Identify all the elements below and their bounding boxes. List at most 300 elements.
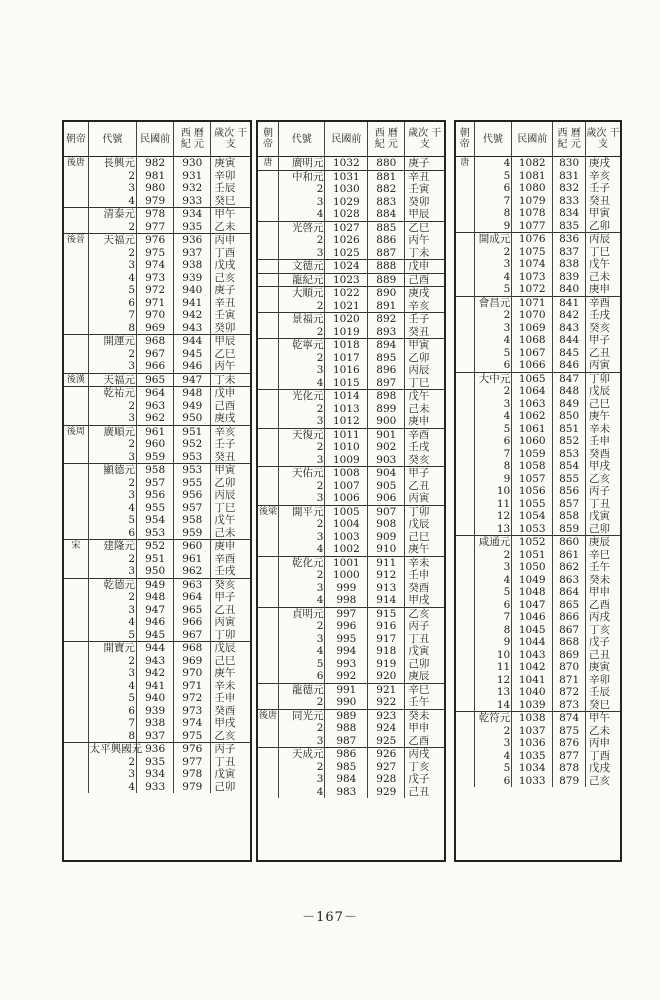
era-name-cell: 8 (88, 322, 136, 335)
dynasty-cell (64, 412, 88, 425)
header-minguo: 民國前 (137, 122, 174, 157)
dynasty-cell (456, 536, 474, 549)
table-row (64, 514, 250, 527)
western-year-cell: 851 (553, 423, 586, 436)
dynasty-cell (64, 360, 88, 373)
ganzhi-cell: 甲子 (589, 334, 611, 347)
ganzhi-cell: 癸巳 (214, 194, 236, 207)
table-row (258, 287, 444, 300)
dynasty-cell (258, 390, 278, 403)
dynasty-cell: 唐 (456, 157, 474, 170)
table-row (64, 756, 250, 769)
table-row (64, 182, 250, 195)
dynasty-cell (456, 473, 474, 486)
minguo-year-cell: 1022 (325, 287, 368, 300)
minguo-year-cell: 1006 (325, 492, 368, 505)
header-era-name: 代號 (88, 122, 136, 157)
ganzhi-cell: 乙丑 (214, 603, 236, 616)
era-name-cell: 3 (474, 561, 512, 574)
dynasty-cell (258, 339, 278, 352)
header-western-year: 西 曆 紀 元 (553, 122, 586, 157)
era-name-cell: 11 (474, 498, 512, 511)
table-row (64, 553, 250, 566)
minguo-year-cell: 953 (137, 527, 174, 540)
dynasty-cell (456, 661, 474, 674)
dynasty-cell (258, 208, 278, 221)
table-row (64, 272, 250, 285)
table-row (258, 221, 444, 234)
era-name-cell: 3 (88, 565, 136, 578)
table-row (64, 387, 250, 400)
ganzhi-cell: 甲申 (408, 722, 430, 735)
minguo-year-cell: 1050 (512, 561, 553, 574)
table-row (258, 454, 444, 467)
ganzhi-cell: 丙寅 (589, 359, 611, 372)
minguo-year-cell: 1026 (325, 234, 368, 247)
ganzhi-cell: 丙子 (408, 620, 430, 633)
table-row (64, 604, 250, 617)
dynasty-cell (456, 699, 474, 712)
era-name-cell: 天復元 (278, 428, 325, 441)
minguo-year-cell: 1039 (512, 699, 553, 712)
ganzhi-cell: 癸未 (589, 573, 611, 586)
dynasty-cell (64, 477, 88, 490)
ganzhi-cell: 己亥 (589, 774, 611, 787)
western-year-cell: 971 (174, 680, 211, 693)
era-name-cell: 天福元 (88, 234, 136, 247)
dynasty-cell (258, 556, 278, 569)
table-row (258, 326, 444, 339)
minguo-year-cell: 1020 (325, 313, 368, 326)
western-year-cell: 904 (368, 467, 405, 480)
ganzhi-cell: 壬申 (214, 692, 236, 705)
western-year-cell: 940 (174, 284, 211, 297)
table-row (258, 403, 444, 416)
ganzhi-cell: 丙子 (589, 485, 611, 498)
ganzhi-cell: 乙亥 (214, 729, 236, 742)
ganzhi-cell: 戊辰 (408, 518, 430, 531)
western-year-cell: 978 (174, 768, 211, 781)
table-row (258, 582, 444, 595)
table-row (64, 221, 250, 234)
table-row (64, 768, 250, 781)
ganzhi-cell: 壬申 (408, 569, 430, 582)
dynasty-cell (456, 233, 474, 246)
era-name-cell: 12 (474, 510, 512, 523)
table-row (258, 505, 444, 518)
western-year-cell: 883 (368, 196, 405, 209)
western-year-cell: 977 (174, 756, 211, 769)
dynasty-cell (456, 712, 474, 725)
western-year-cell: 952 (174, 438, 211, 451)
ganzhi-cell: 乙巳 (405, 221, 444, 234)
table-row (258, 773, 444, 786)
ganzhi-cell: 甲戌 (408, 594, 430, 607)
era-name-cell: 2 (278, 480, 325, 493)
dynasty-cell (456, 561, 474, 574)
era-name-cell: 2 (88, 553, 136, 566)
era-name-cell: 長興元 (88, 157, 136, 170)
table-row (258, 415, 444, 428)
ganzhi-cell: 庚子 (405, 157, 444, 171)
western-year-cell: 890 (368, 287, 405, 300)
table-row (258, 247, 444, 260)
western-year-cell: 911 (368, 556, 405, 569)
western-year-cell: 942 (174, 309, 211, 322)
minguo-year-cell: 1036 (512, 737, 553, 750)
western-year-cell: 979 (174, 781, 211, 794)
dynasty-cell (258, 183, 278, 196)
western-year-cell: 930 (174, 157, 211, 170)
dynasty-cell (258, 594, 278, 607)
table-row (64, 629, 250, 642)
table-row (456, 359, 620, 372)
dynasty-cell (456, 611, 474, 624)
table-row (456, 423, 620, 436)
dynasty-cell (258, 364, 278, 377)
ganzhi-cell: 庚午 (408, 543, 430, 556)
era-name-cell: 大順元 (278, 287, 325, 300)
dynasty-cell (456, 498, 474, 511)
minguo-year-cell: 984 (325, 773, 368, 786)
dynasty-cell (456, 372, 474, 385)
ganzhi-cell: 甲寅 (405, 339, 444, 352)
minguo-year-cell: 1012 (325, 415, 368, 428)
western-year-cell: 830 (553, 157, 586, 170)
dynasty-cell (64, 743, 88, 756)
era-name-cell: 天福元 (88, 373, 136, 387)
western-year-cell: 909 (368, 531, 405, 544)
era-name-cell: 4 (278, 786, 325, 799)
minguo-year-cell: 938 (137, 717, 174, 730)
table-row (456, 624, 620, 637)
ganzhi-cell: 丁酉 (214, 246, 236, 259)
dynasty-cell (258, 683, 278, 696)
minguo-year-cell: 993 (325, 658, 368, 671)
ganzhi-cell: 辛未 (405, 556, 444, 569)
ganzhi-cell: 壬辰 (589, 686, 611, 699)
table-row (456, 271, 620, 284)
minguo-year-cell: 1025 (325, 247, 368, 260)
table-row (64, 297, 250, 310)
era-name-cell: 4 (88, 502, 136, 515)
era-name-cell: 9 (474, 636, 512, 649)
dynasty-cell (456, 737, 474, 750)
era-name-cell: 天佑元 (278, 467, 325, 480)
minguo-year-cell: 1002 (325, 543, 368, 556)
table-row (456, 398, 620, 411)
ganzhi-cell: 甲寅 (211, 464, 250, 477)
table-header (456, 122, 620, 157)
western-year-cell: 836 (553, 233, 586, 246)
dynasty-cell (258, 415, 278, 428)
dynasty-cell: 後唐 (259, 710, 278, 721)
header-western-year: 西 曆 紀 元 (174, 122, 211, 157)
ganzhi-cell: 己巳 (589, 397, 611, 410)
era-name-cell: 大中元 (474, 372, 512, 385)
table-row (456, 435, 620, 448)
table-row (258, 786, 444, 799)
dynasty-cell (456, 195, 474, 208)
western-year-cell: 944 (174, 335, 211, 348)
ganzhi-cell: 壬午 (408, 696, 430, 709)
minguo-year-cell: 970 (137, 309, 174, 322)
era-name-cell: 3 (88, 667, 136, 680)
era-name-cell: 4 (474, 271, 512, 284)
ganzhi-cell: 丙辰 (408, 364, 430, 377)
western-year-cell: 975 (174, 730, 211, 743)
table-row (456, 636, 620, 649)
minguo-year-cell: 955 (137, 502, 174, 515)
dynasty-cell: 後唐 (64, 157, 88, 170)
dynasty-cell (258, 221, 278, 234)
table-row (64, 565, 250, 578)
dynasty-cell (456, 674, 474, 687)
minguo-year-cell: 1057 (512, 473, 553, 486)
western-year-cell: 949 (174, 400, 211, 413)
ganzhi-cell: 丁巳 (214, 501, 236, 514)
dynasty-cell (258, 234, 278, 247)
minguo-year-cell: 1008 (325, 467, 368, 480)
era-name-cell: 12 (474, 674, 512, 687)
ganzhi-cell: 己酉 (214, 399, 236, 412)
ganzhi-cell: 己巳 (214, 654, 236, 667)
table-row (456, 322, 620, 335)
western-year-cell: 913 (368, 582, 405, 595)
western-year-cell: 943 (174, 322, 211, 335)
minguo-year-cell: 1038 (512, 712, 553, 725)
western-year-cell: 963 (174, 578, 211, 591)
minguo-year-cell: 990 (325, 696, 368, 709)
minguo-year-cell: 951 (137, 553, 174, 566)
western-year-cell: 974 (174, 717, 211, 730)
header-western-year: 西 曆 紀 元 (368, 122, 405, 157)
ganzhi-cell: 戊辰 (211, 642, 250, 655)
western-year-cell: 834 (553, 207, 586, 220)
minguo-year-cell: 966 (137, 360, 174, 373)
minguo-year-cell: 945 (137, 629, 174, 642)
ganzhi-cell: 丙子 (211, 743, 250, 756)
minguo-year-cell: 960 (137, 438, 174, 451)
table-row (258, 480, 444, 493)
era-name-cell: 會昌元 (474, 296, 512, 309)
era-name-cell: 3 (278, 633, 325, 646)
ganzhi-cell: 庚申 (211, 540, 250, 553)
dynasty-cell (258, 670, 278, 683)
minguo-year-cell: 935 (137, 756, 174, 769)
dynasty-cell (64, 768, 88, 781)
dynasty-cell (64, 247, 88, 260)
table-row (64, 157, 250, 170)
dynasty-cell (64, 182, 88, 195)
era-name-cell: 顯德元 (88, 464, 136, 477)
dynasty-cell (64, 616, 88, 629)
dynasty-cell (456, 775, 474, 788)
era-name-cell: 7 (88, 717, 136, 730)
dynasty-cell: 後梁 (259, 506, 278, 517)
western-year-cell: 921 (368, 683, 405, 696)
dynasty-cell (456, 283, 474, 296)
minguo-year-cell: 1041 (512, 674, 553, 687)
minguo-year-cell: 1031 (325, 170, 368, 183)
era-name-cell: 4 (474, 750, 512, 763)
table-row (64, 527, 250, 540)
minguo-year-cell: 983 (325, 786, 368, 799)
western-year-cell: 843 (553, 322, 586, 335)
dynasty-cell (258, 543, 278, 556)
western-year-cell: 853 (553, 448, 586, 461)
western-year-cell: 955 (174, 477, 211, 490)
table-row (258, 658, 444, 671)
ganzhi-cell: 甲午 (211, 208, 250, 221)
table-row (258, 556, 444, 569)
western-year-cell: 887 (368, 247, 405, 260)
era-name-cell: 6 (88, 705, 136, 718)
era-name-cell: 5 (474, 347, 512, 360)
western-year-cell: 934 (174, 208, 211, 221)
western-year-cell: 859 (553, 523, 586, 536)
table-row (258, 377, 444, 390)
western-year-cell: 858 (553, 510, 586, 523)
minguo-year-cell: 948 (137, 591, 174, 604)
era-name-cell: 7 (474, 448, 512, 461)
ganzhi-cell: 癸丑 (589, 194, 611, 207)
western-year-cell: 933 (174, 195, 211, 208)
era-name-cell: 7 (474, 195, 512, 208)
table-row (258, 196, 444, 209)
western-year-cell: 948 (174, 387, 211, 400)
western-year-cell: 867 (553, 624, 586, 637)
table-row (258, 722, 444, 735)
western-year-cell: 865 (553, 599, 586, 612)
table-row (258, 735, 444, 748)
era-name-cell: 文德元 (278, 260, 325, 274)
era-name-cell: 2 (88, 438, 136, 451)
era-name-cell: 2 (278, 234, 325, 247)
minguo-year-cell: 1027 (325, 221, 368, 234)
table-row (258, 620, 444, 633)
minguo-year-cell: 958 (137, 464, 174, 477)
western-year-cell: 939 (174, 272, 211, 285)
table-row (64, 348, 250, 361)
ganzhi-cell: 甲子 (214, 591, 236, 604)
era-name-cell: 光啓元 (278, 221, 325, 234)
ganzhi-cell: 辛酉 (405, 428, 444, 441)
dynasty-cell (258, 313, 278, 326)
minguo-year-cell: 934 (137, 768, 174, 781)
header-emperor: 朝帝 (64, 122, 88, 157)
table-row (456, 523, 620, 536)
table-row (456, 385, 620, 398)
minguo-year-cell: 939 (137, 705, 174, 718)
western-year-cell: 833 (553, 195, 586, 208)
table-row (456, 699, 620, 712)
ganzhi-cell: 癸酉 (589, 447, 611, 460)
ganzhi-cell: 丙寅 (408, 492, 430, 505)
table-row (258, 531, 444, 544)
table-row (258, 748, 444, 761)
minguo-year-cell: 1046 (512, 611, 553, 624)
minguo-year-cell: 943 (137, 655, 174, 668)
dynasty-cell (258, 326, 278, 339)
minguo-year-cell: 1005 (325, 505, 368, 518)
table-row (456, 334, 620, 347)
ganzhi-cell: 壬子 (214, 438, 236, 451)
western-year-cell: 870 (553, 661, 586, 674)
table-row (64, 616, 250, 629)
era-name-cell: 6 (474, 435, 512, 448)
ganzhi-cell: 己巳 (408, 530, 430, 543)
era-name-cell: 4 (88, 272, 136, 285)
ganzhi-cell: 丙寅 (214, 616, 236, 629)
minguo-year-cell: 1032 (325, 157, 368, 171)
dynasty-cell (64, 553, 88, 566)
ganzhi-cell: 庚戌 (214, 412, 236, 425)
dynasty-cell (258, 531, 278, 544)
era-name-cell: 7 (474, 611, 512, 624)
dynasty-cell (456, 510, 474, 523)
dynasty-cell (456, 246, 474, 259)
table-row (456, 762, 620, 775)
table-row (456, 372, 620, 385)
dynasty-cell (456, 258, 474, 271)
table-row (456, 686, 620, 699)
table-row (258, 569, 444, 582)
era-name-cell: 3 (88, 182, 136, 195)
minguo-year-cell: 949 (137, 578, 174, 591)
era-name-cell: 2 (88, 170, 136, 183)
table-row (258, 607, 444, 620)
era-name-cell: 5 (474, 170, 512, 183)
dynasty-cell (456, 649, 474, 662)
table-row (456, 599, 620, 612)
minguo-year-cell: 1003 (325, 531, 368, 544)
table-row (64, 717, 250, 730)
ganzhi-cell: 壬申 (589, 435, 611, 448)
table-row (456, 737, 620, 750)
minguo-year-cell: 973 (137, 272, 174, 285)
era-name-cell: 2 (278, 696, 325, 709)
table-row (456, 674, 620, 687)
western-year-cell: 889 (368, 273, 405, 287)
western-year-cell: 882 (368, 183, 405, 196)
ganzhi-cell: 己丑 (589, 648, 611, 661)
minguo-year-cell: 975 (137, 247, 174, 260)
era-name-cell: 2 (278, 352, 325, 365)
era-name-cell: 8 (88, 730, 136, 743)
dynasty-cell (64, 272, 88, 285)
ganzhi-cell: 己卯 (589, 522, 611, 535)
table-row (64, 438, 250, 451)
era-name-cell: 太平興國元 (89, 743, 143, 756)
table-row (64, 425, 250, 438)
table-row (64, 655, 250, 668)
western-year-cell: 957 (174, 502, 211, 515)
western-year-cell: 912 (368, 569, 405, 582)
era-name-cell: 2 (88, 655, 136, 668)
minguo-year-cell: 940 (137, 692, 174, 705)
western-year-cell: 840 (553, 283, 586, 296)
ganzhi-cell: 己未 (589, 270, 611, 283)
minguo-year-cell: 1043 (512, 649, 553, 662)
western-year-cell: 845 (553, 347, 586, 360)
western-year-cell: 878 (553, 762, 586, 775)
western-year-cell: 953 (174, 451, 211, 464)
page-number: －167－ (302, 910, 358, 925)
western-year-cell: 885 (368, 221, 405, 234)
ganzhi-cell: 壬寅 (408, 183, 430, 196)
era-name-cell: 乾寧元 (278, 339, 325, 352)
